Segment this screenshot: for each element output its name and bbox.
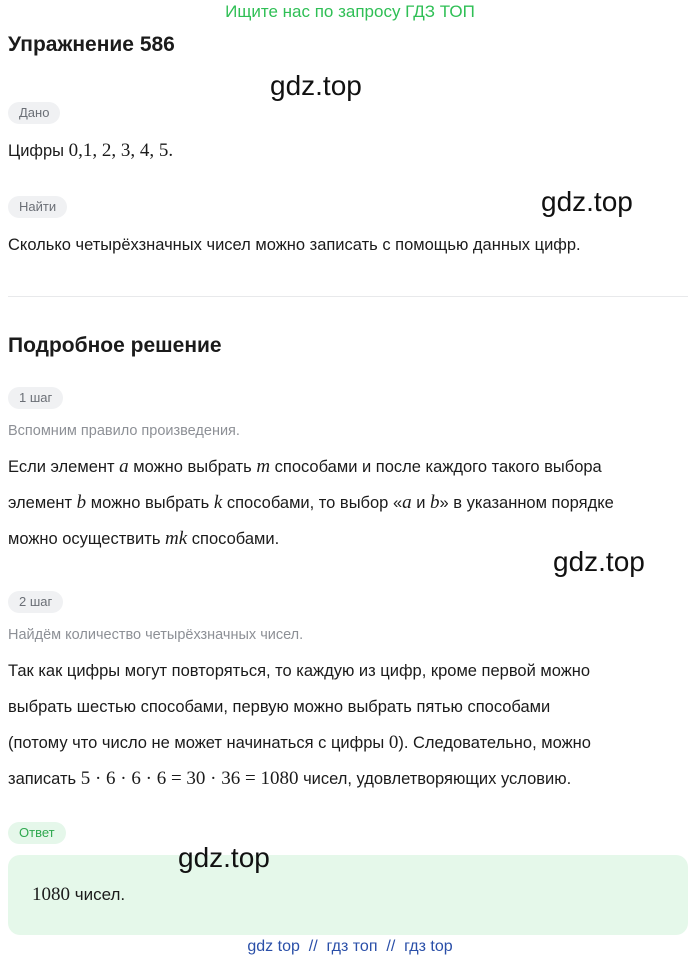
step2-line2: выбрать шестью способами, первую можно выбрать пятью способами: [8, 698, 551, 716]
step1-badge: 1 шаг: [8, 387, 63, 409]
answer-box: [8, 855, 688, 935]
step2-text: [8, 653, 693, 797]
text-span: Если элемент: [8, 458, 115, 476]
answer-badge: Ответ: [8, 822, 66, 844]
answer-unit: чисел.: [74, 885, 126, 904]
text-span: ). Следовательно, можно: [398, 734, 591, 752]
answer-number: 1080: [32, 884, 70, 905]
text-span: можно выбрать: [133, 458, 252, 476]
text-span: и: [416, 494, 426, 512]
math-var: a: [402, 492, 412, 513]
step1-line2: [8, 485, 693, 521]
watermark: gdz.top: [541, 186, 633, 217]
step2-badge: 2 шаг: [8, 591, 63, 613]
math-digit: 0: [388, 732, 399, 753]
text-span: способами и после каждого такого выбора: [274, 458, 602, 476]
text-span: можно осуществить: [8, 530, 161, 548]
watermark: gdz.top: [178, 842, 270, 873]
text-span: записать: [8, 770, 77, 788]
text-span: способами.: [191, 530, 280, 548]
footer-links: gdz top // гдз топ // гдз top: [247, 938, 453, 955]
given-badge: Дано: [8, 102, 60, 124]
step1-text: [8, 449, 693, 557]
given-prefix: Цифры: [8, 142, 65, 160]
math-var: a: [119, 456, 129, 477]
watermark: gdz.top: [270, 70, 362, 101]
text-span: » в указанном порядке: [439, 494, 614, 512]
step2-line3: [8, 725, 693, 761]
section-divider: [8, 296, 688, 297]
math-var: m: [256, 456, 271, 477]
math-var: mk: [165, 528, 188, 549]
text-span: (потому что число не может начинаться с цифры: [8, 734, 385, 752]
exercise-title: Упражнение 586: [8, 33, 175, 56]
step2-hint: Найдём количество четырёхзначных чисел.: [8, 627, 304, 643]
math-formula: 5 · 6 · 6 · 6 = 30 · 36 = 1080: [80, 768, 299, 789]
step2-line1: Так как цифры могут повторяться, то каждую из цифр, кроме первой можно: [8, 662, 591, 680]
text-span: способами, то выбор «: [226, 494, 403, 512]
search-banner: Ищите нас по запросу ГДЗ ТОП: [225, 2, 475, 21]
math-var: b: [76, 492, 87, 513]
given-digits: 0,1, 2, 3, 4, 5.: [68, 140, 174, 161]
math-var: b: [430, 492, 440, 513]
step1-hint: Вспомним правило произведения.: [8, 423, 240, 439]
math-var: k: [213, 492, 223, 513]
text-span: элемент: [8, 494, 73, 512]
solution-title: Подробное решение: [8, 334, 222, 357]
find-badge: Найти: [8, 196, 67, 218]
step2-line4: [8, 761, 693, 797]
step1-line1: [8, 449, 693, 485]
text-span: чисел, удовлетворяющих условию.: [303, 770, 572, 788]
find-text: Сколько четырёхзначных чисел можно записать с помощью данных цифр.: [8, 236, 581, 254]
given-text: [8, 140, 173, 162]
watermark: gdz.top: [553, 546, 645, 577]
answer-text: [32, 884, 125, 906]
text-span: можно выбрать: [90, 494, 210, 512]
